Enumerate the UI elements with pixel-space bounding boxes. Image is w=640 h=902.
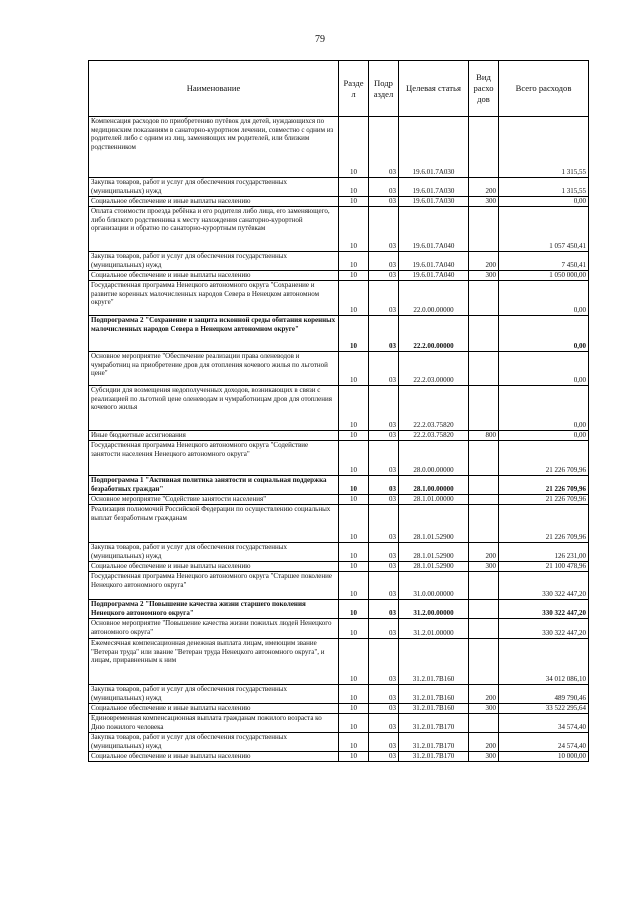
row-subsection-cell: 03 [369, 752, 399, 762]
row-type-cell [469, 600, 499, 619]
row-name-cell: Иные бюджетные ассигнования [89, 431, 339, 441]
row-type-cell [469, 619, 499, 639]
row-section-cell: 10 [339, 117, 369, 178]
header-name: Наименование [89, 61, 339, 117]
row-section-cell: 10 [339, 572, 369, 600]
row-article-cell: 31.2.01.7В160 [399, 685, 469, 704]
row-type-cell [469, 207, 499, 252]
row-amount-cell: 33 522 295,64 [499, 704, 589, 714]
row-subsection-cell: 03 [369, 572, 399, 600]
row-article-cell: 19.6.01.7А030 [399, 178, 469, 197]
table-row [89, 562, 589, 572]
row-article-cell: 28.0.00.00000 [399, 441, 469, 476]
row-subsection-cell: 03 [369, 352, 399, 386]
table-row [89, 386, 589, 431]
row-amount-cell: 21 226 709,96 [499, 495, 589, 505]
row-amount-cell: 0,00 [499, 352, 589, 386]
row-amount-cell: 489 790,46 [499, 685, 589, 704]
row-section-cell: 10 [339, 562, 369, 572]
row-type-cell [469, 505, 499, 543]
row-article-cell: 31.2.00.00000 [399, 600, 469, 619]
row-amount-cell: 1 050 000,00 [499, 271, 589, 281]
row-amount-cell: 34 012 086,10 [499, 639, 589, 685]
row-name-cell: Оплата стоимости проезда ребёнка и его родителя либо лица, его заменяющего, либо близкого родственника к месту нахождения санаторно-курортной организации и обратно по санаторно-курортным путёвкам [89, 207, 339, 252]
row-name-cell: Закупка товаров, работ и услуг для обеспечения государственных (муниципальных) нужд [89, 252, 339, 271]
row-section-cell: 10 [339, 252, 369, 271]
row-subsection-cell: 03 [369, 639, 399, 685]
row-name-cell: Компенсация расходов по приобретению путёвок для детей, нуждающихся по медицинским показаниям в санаторно-курортном лечении, совместно с одним из родителей либо с одним из лиц, заменяющих им родителей, или близким родственником [89, 117, 339, 178]
row-type-cell: 300 [469, 562, 499, 572]
row-amount-cell: 330 322 447,20 [499, 619, 589, 639]
row-type-cell [469, 495, 499, 505]
row-article-cell: 22.2.03.75820 [399, 386, 469, 431]
row-subsection-cell: 03 [369, 704, 399, 714]
row-type-cell [469, 117, 499, 178]
row-amount-cell: 21 226 709,96 [499, 476, 589, 495]
row-type-cell: 300 [469, 704, 499, 714]
row-amount-cell: 0,00 [499, 316, 589, 352]
row-name-cell: Подпрограмма 2 "Сохранение и защита исконной среды обитания коренных малочисленных народов Севера в Ненецком автономном округе" [89, 316, 339, 352]
row-article-cell: 31.2.01.7В170 [399, 714, 469, 733]
row-type-cell [469, 386, 499, 431]
header-total: Всего расходов [499, 61, 589, 117]
row-amount-cell: 330 322 447,20 [499, 572, 589, 600]
row-amount-cell: 1 057 450,41 [499, 207, 589, 252]
row-amount-cell: 0,00 [499, 197, 589, 207]
row-article-cell: 28.1.01.52900 [399, 505, 469, 543]
row-article-cell: 19.6.01.7А030 [399, 197, 469, 207]
row-article-cell: 22.2.03.75820 [399, 431, 469, 441]
row-subsection-cell: 03 [369, 714, 399, 733]
row-section-cell: 10 [339, 639, 369, 685]
row-subsection-cell: 03 [369, 562, 399, 572]
header-section: Разде л [339, 61, 369, 117]
table-row [89, 543, 589, 562]
table-row [89, 704, 589, 714]
table-row [89, 316, 589, 352]
table-row [89, 441, 589, 476]
row-name-cell: Подпрограмма 2 "Повышение качества жизни старшего поколения Ненецкого автономного округа" [89, 600, 339, 619]
row-article-cell: 28.1.00.00000 [399, 476, 469, 495]
table-row [89, 352, 589, 386]
row-name-cell: Основное мероприятие "Повышение качества жизни пожилых людей Ненецкого автономного округа" [89, 619, 339, 639]
row-section-cell: 10 [339, 431, 369, 441]
table-row [89, 252, 589, 271]
table-body [89, 117, 589, 762]
row-amount-cell: 34 574,40 [499, 714, 589, 733]
row-type-cell: 200 [469, 543, 499, 562]
row-name-cell: Государственная программа Ненецкого автономного округа "Старшее поколение Ненецкого автономного округа" [89, 572, 339, 600]
row-type-cell: 800 [469, 431, 499, 441]
row-article-cell: 28.1.01.52900 [399, 543, 469, 562]
row-subsection-cell: 03 [369, 207, 399, 252]
row-type-cell [469, 572, 499, 600]
row-subsection-cell: 03 [369, 117, 399, 178]
row-type-cell: 200 [469, 252, 499, 271]
table-row [89, 476, 589, 495]
row-section-cell: 10 [339, 685, 369, 704]
table-row [89, 714, 589, 733]
row-subsection-cell: 03 [369, 197, 399, 207]
row-section-cell: 10 [339, 352, 369, 386]
row-type-cell: 200 [469, 733, 499, 752]
row-name-cell: Закупка товаров, работ и услуг для обеспечения государственных (муниципальных) нужд [89, 543, 339, 562]
row-section-cell: 10 [339, 178, 369, 197]
row-name-cell: Основное мероприятие "Содействие занятости населения" [89, 495, 339, 505]
row-section-cell: 10 [339, 752, 369, 762]
table-row [89, 600, 589, 619]
row-article-cell: 31.2.01.7В170 [399, 752, 469, 762]
row-amount-cell: 126 231,00 [499, 543, 589, 562]
row-section-cell: 10 [339, 386, 369, 431]
row-name-cell: Подпрограмма 1 "Активная политика занятости и социальная поддержка безработных граждан" [89, 476, 339, 495]
table-row [89, 619, 589, 639]
row-section-cell: 10 [339, 733, 369, 752]
table-row [89, 685, 589, 704]
row-type-cell [469, 476, 499, 495]
row-article-cell: 22.2.03.00000 [399, 352, 469, 386]
row-amount-cell: 0,00 [499, 281, 589, 316]
row-article-cell: 31.0.00.00000 [399, 572, 469, 600]
table-row [89, 495, 589, 505]
row-section-cell: 10 [339, 714, 369, 733]
row-subsection-cell: 03 [369, 281, 399, 316]
row-subsection-cell: 03 [369, 600, 399, 619]
row-subsection-cell: 03 [369, 733, 399, 752]
row-subsection-cell: 03 [369, 495, 399, 505]
row-amount-cell: 1 315,55 [499, 117, 589, 178]
row-section-cell: 10 [339, 619, 369, 639]
row-subsection-cell: 03 [369, 386, 399, 431]
row-article-cell: 19.6.01.7А040 [399, 207, 469, 252]
row-name-cell: Социальное обеспечение и иные выплаты населению [89, 752, 339, 762]
row-name-cell: Единовременная компенсационная выплата гражданам пожилого возраста ко Дню пожилого человека [89, 714, 339, 733]
row-name-cell: Социальное обеспечение и иные выплаты населению [89, 562, 339, 572]
table-row [89, 572, 589, 600]
row-section-cell: 10 [339, 495, 369, 505]
row-subsection-cell: 03 [369, 178, 399, 197]
row-amount-cell: 24 574,40 [499, 733, 589, 752]
row-subsection-cell: 03 [369, 685, 399, 704]
row-section-cell: 10 [339, 600, 369, 619]
row-name-cell: Закупка товаров, работ и услуг для обеспечения государственных (муниципальных) нужд [89, 733, 339, 752]
row-section-cell: 10 [339, 476, 369, 495]
row-section-cell: 10 [339, 316, 369, 352]
header-article: Целевая статья [399, 61, 469, 117]
row-amount-cell: 21 226 709,96 [499, 505, 589, 543]
row-subsection-cell: 03 [369, 316, 399, 352]
table-header-row [89, 61, 589, 117]
row-name-cell: Реализация полномочий Российской Федерации по осуществлению социальных выплат безработным гражданам [89, 505, 339, 543]
row-subsection-cell: 03 [369, 505, 399, 543]
row-name-cell: Закупка товаров, работ и услуг для обеспечения государственных (муниципальных) нужд [89, 178, 339, 197]
row-subsection-cell: 03 [369, 271, 399, 281]
row-section-cell: 10 [339, 505, 369, 543]
row-subsection-cell: 03 [369, 441, 399, 476]
row-type-cell [469, 281, 499, 316]
row-amount-cell: 330 322 447,20 [499, 600, 589, 619]
row-amount-cell: 7 450,41 [499, 252, 589, 271]
row-subsection-cell: 03 [369, 543, 399, 562]
table-row [89, 639, 589, 685]
row-subsection-cell: 03 [369, 252, 399, 271]
row-type-cell [469, 441, 499, 476]
row-name-cell: Социальное обеспечение и иные выплаты населению [89, 271, 339, 281]
table-row [89, 505, 589, 543]
row-amount-cell: 21 226 709,96 [499, 441, 589, 476]
row-name-cell: Закупка товаров, работ и услуг для обеспечения государственных (муниципальных) нужд [89, 685, 339, 704]
row-type-cell: 300 [469, 271, 499, 281]
table-row [89, 178, 589, 197]
row-amount-cell: 1 315,55 [499, 178, 589, 197]
page-number: 79 [315, 34, 325, 45]
row-section-cell: 10 [339, 704, 369, 714]
table-row [89, 733, 589, 752]
table-row [89, 207, 589, 252]
row-type-cell [469, 639, 499, 685]
row-type-cell: 200 [469, 685, 499, 704]
row-section-cell: 10 [339, 207, 369, 252]
table-row [89, 271, 589, 281]
row-article-cell: 31.2.01.7В160 [399, 639, 469, 685]
row-subsection-cell: 03 [369, 476, 399, 495]
row-article-cell: 31.2.01.00000 [399, 619, 469, 639]
row-article-cell: 28.1.01.52900 [399, 562, 469, 572]
table-row [89, 281, 589, 316]
header-type: Вид расхо дов [469, 61, 499, 117]
row-section-cell: 10 [339, 271, 369, 281]
row-name-cell: Государственная программа Ненецкого автономного округа "Содействие занятости населения Ненецкого автономного округа" [89, 441, 339, 476]
row-type-cell: 300 [469, 752, 499, 762]
row-type-cell: 300 [469, 197, 499, 207]
row-name-cell: Государственная программа Ненецкого автономного округа "Сохранение и развитие коренных малочисленных народов Севера в Ненецком автономном округе" [89, 281, 339, 316]
budget-table [88, 60, 589, 762]
row-name-cell: Социальное обеспечение и иные выплаты населению [89, 197, 339, 207]
row-article-cell: 31.2.01.7В160 [399, 704, 469, 714]
row-amount-cell: 10 000,00 [499, 752, 589, 762]
row-section-cell: 10 [339, 281, 369, 316]
row-amount-cell: 0,00 [499, 431, 589, 441]
row-section-cell: 10 [339, 441, 369, 476]
table-row [89, 752, 589, 762]
table-row [89, 197, 589, 207]
row-name-cell: Ежемесячная компенсационная денежная выплата лицам, имеющим звание "Ветеран труда" или звание "Ветеран труда Ненецкого автономного округа", и лицам, приравненным к ним [89, 639, 339, 685]
table-row [89, 431, 589, 441]
row-name-cell: Субсидии для возмещения недополученных доходов, возникающих в связи с реализацией по льготной цене оленеводам и чумработницам дров для отопления кочевого жилья [89, 386, 339, 431]
row-amount-cell: 21 100 478,96 [499, 562, 589, 572]
row-article-cell: 19.6.01.7А040 [399, 271, 469, 281]
row-type-cell [469, 714, 499, 733]
row-type-cell [469, 352, 499, 386]
row-type-cell [469, 316, 499, 352]
row-article-cell: 19.6.01.7А040 [399, 252, 469, 271]
row-section-cell: 10 [339, 197, 369, 207]
header-subsection: Подр аздел [369, 61, 399, 117]
row-type-cell: 200 [469, 178, 499, 197]
row-name-cell: Основное мероприятие "Обеспечение реализации права оленеводов и чумработниц на приобретение дров для отопления кочевого жилья по льготной цене" [89, 352, 339, 386]
row-article-cell: 22.0.00.00000 [399, 281, 469, 316]
table-row [89, 117, 589, 178]
row-name-cell: Социальное обеспечение и иные выплаты населению [89, 704, 339, 714]
row-article-cell: 22.2.00.00000 [399, 316, 469, 352]
row-article-cell: 28.1.01.00000 [399, 495, 469, 505]
row-article-cell: 19.6.01.7А030 [399, 117, 469, 178]
row-subsection-cell: 03 [369, 431, 399, 441]
row-subsection-cell: 03 [369, 619, 399, 639]
row-amount-cell: 0,00 [499, 386, 589, 431]
row-article-cell: 31.2.01.7В170 [399, 733, 469, 752]
row-section-cell: 10 [339, 543, 369, 562]
